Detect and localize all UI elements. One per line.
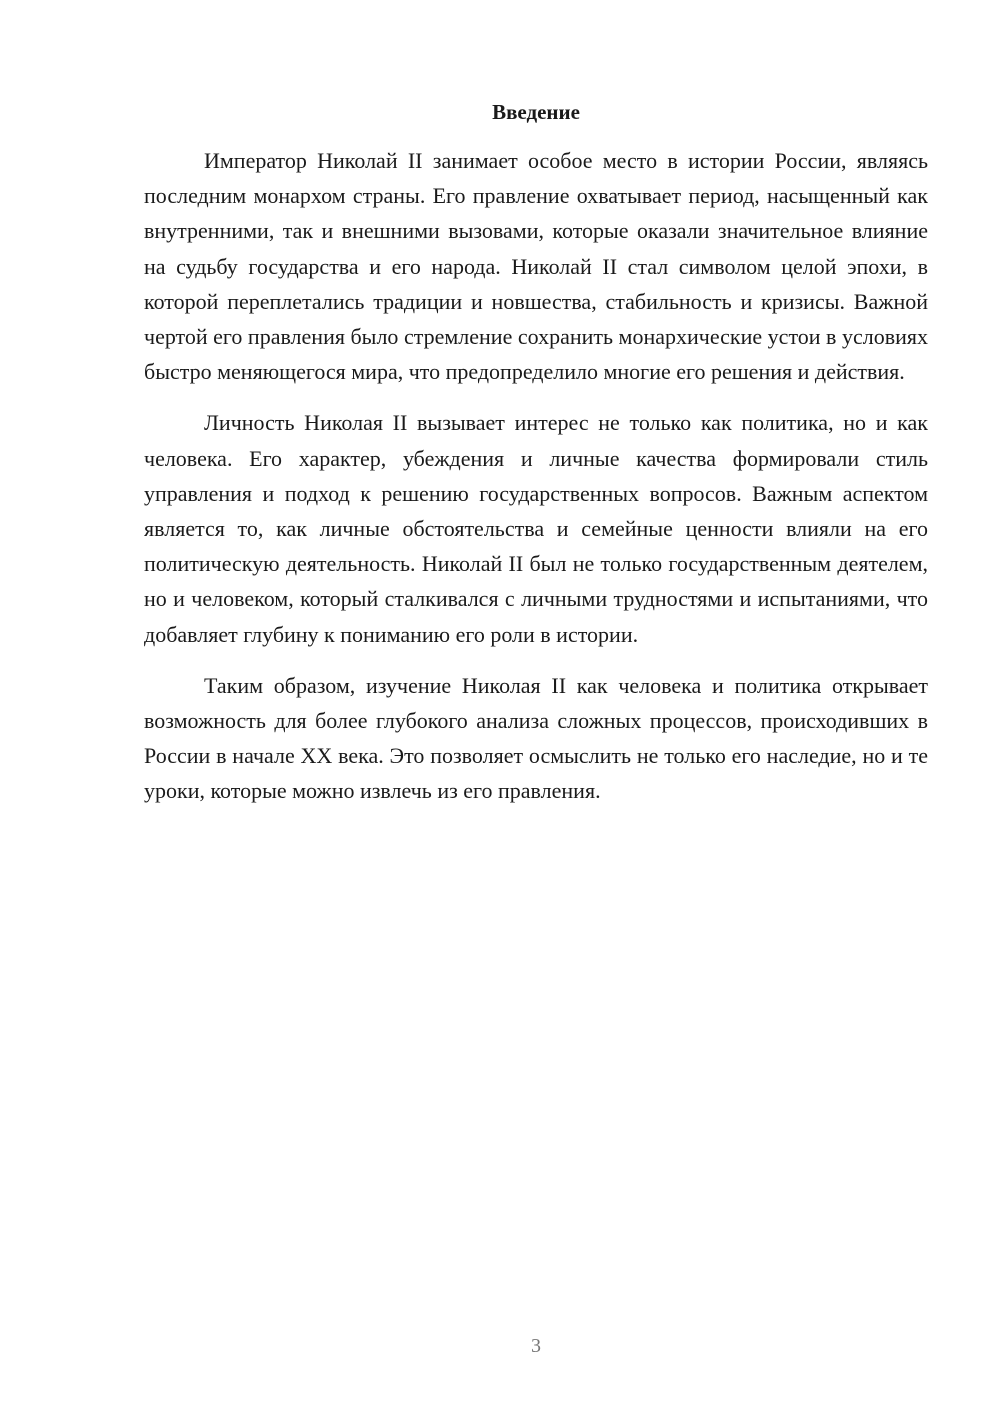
- paragraph-3: Таким образом, изучение Николая II как человека и политика открывает возможность для более глубокого анализа сложных процессов, происходивших в России в начале XX века. Это позволяет осмыслить не только его наследие, но и те уроки, которые можно извлечь из его правления.: [144, 672, 928, 804]
- body-text: [144, 143, 928, 825]
- paragraph-1: Император Николай II занимает особое место в истории России, являясь последним монархом страны. Его правление охватывает период, насыщенный как внутренними, так и внешними вызовами, которые оказали значительное влияние на судьбу государства и его народа. Николай II стал символом целой эпохи, в которой переплетались традиции и новшества, стабильность и кризисы. Важной чертой его правления было стремление сохранить монархические устои в условиях быстро меняющегося мира, что предопределило многие его решения и действия.: [144, 148, 928, 385]
- paragraph-2: Личность Николая II вызывает интерес не только как политика, но и как человека. Его характер, убеждения и личные качества формировали стиль управления и подход к решению государственных вопросов. Важным аспектом является то, как личные обстоятельства и семейные ценности влияли на его политическую деятельность. Николай II был не только государственным деятелем, но и человеком, который сталкивался с личными трудностями и испытаниями, что добавляет глубину к пониманию его роли в истории.: [144, 410, 928, 647]
- section-heading: Введение: [492, 100, 580, 124]
- page-number: 3: [531, 1335, 541, 1357]
